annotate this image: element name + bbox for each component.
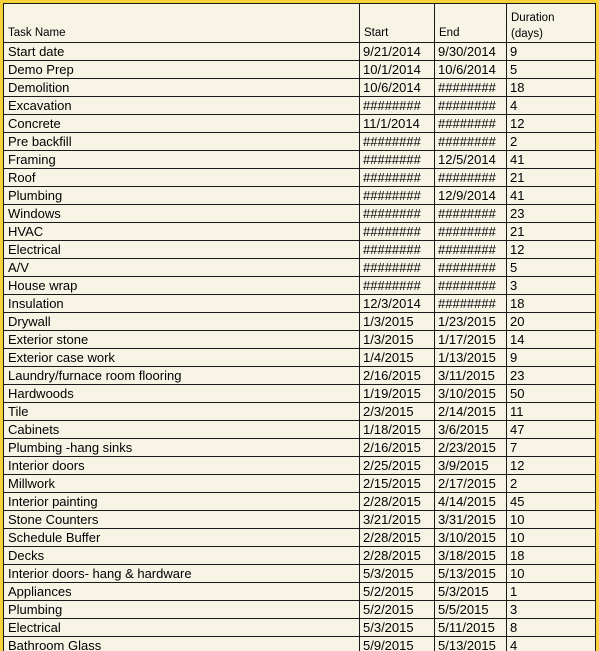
duration-cell[interactable]: 45 — [507, 493, 596, 511]
end-date-cell[interactable]: ######## — [435, 169, 507, 187]
task-name-cell[interactable]: Schedule Buffer — [4, 529, 360, 547]
duration-cell[interactable]: 10 — [507, 565, 596, 583]
table-row — [4, 439, 596, 457]
end-date-cell[interactable]: 3/6/2015 — [435, 421, 507, 439]
end-date-cell[interactable]: 2/14/2015 — [435, 403, 507, 421]
end-date-cell[interactable]: 9/30/2014 — [435, 43, 507, 61]
start-date-cell[interactable]: 1/18/2015 — [360, 421, 435, 439]
duration-cell[interactable]: 5 — [507, 61, 596, 79]
task-name-cell[interactable]: Start date — [4, 43, 360, 61]
task-name-cell[interactable]: Insulation — [4, 295, 360, 313]
start-date-cell[interactable]: ######## — [360, 97, 435, 115]
start-date-cell[interactable]: 5/3/2015 — [360, 619, 435, 637]
end-date-cell[interactable]: 5/13/2015 — [435, 565, 507, 583]
start-date-cell[interactable]: ######## — [360, 241, 435, 259]
task-name-cell[interactable]: Demo Prep — [4, 61, 360, 79]
table-row — [4, 457, 596, 475]
table-row — [4, 619, 596, 637]
table-row — [4, 223, 596, 241]
duration-cell[interactable]: 5 — [507, 259, 596, 277]
end-date-cell[interactable]: ######## — [435, 205, 507, 223]
start-date-cell[interactable]: 1/3/2015 — [360, 313, 435, 331]
duration-cell[interactable]: 50 — [507, 385, 596, 403]
task-name-cell[interactable]: Roof — [4, 169, 360, 187]
start-date-cell[interactable]: ######## — [360, 223, 435, 241]
end-date-cell[interactable]: 12/5/2014 — [435, 151, 507, 169]
start-date-cell[interactable]: 2/16/2015 — [360, 367, 435, 385]
end-date-cell[interactable]: 3/10/2015 — [435, 529, 507, 547]
end-date-cell[interactable]: ######## — [435, 241, 507, 259]
end-date-cell[interactable]: 12/9/2014 — [435, 187, 507, 205]
table-row — [4, 277, 596, 295]
end-date-cell[interactable]: ######## — [435, 115, 507, 133]
start-date-cell[interactable]: ######## — [360, 259, 435, 277]
duration-cell[interactable]: 21 — [507, 223, 596, 241]
table-row — [4, 259, 596, 277]
task-name-cell[interactable]: Pre backfill — [4, 133, 360, 151]
task-name-cell[interactable]: Windows — [4, 205, 360, 223]
duration-cell[interactable]: 41 — [507, 151, 596, 169]
table-row — [4, 403, 596, 421]
end-date-cell[interactable]: 5/5/2015 — [435, 601, 507, 619]
duration-cell[interactable]: 9 — [507, 43, 596, 61]
table-row — [4, 547, 596, 565]
table-row — [4, 151, 596, 169]
table-row — [4, 97, 596, 115]
task-name-cell[interactable]: Electrical — [4, 619, 360, 637]
start-date-cell[interactable]: 1/19/2015 — [360, 385, 435, 403]
duration-cell[interactable]: 2 — [507, 475, 596, 493]
start-date-cell[interactable]: 5/9/2015 — [360, 637, 435, 651]
start-date-cell[interactable]: 5/2/2015 — [360, 583, 435, 601]
start-date-cell[interactable]: 5/2/2015 — [360, 601, 435, 619]
task-name-cell[interactable]: Drywall — [4, 313, 360, 331]
task-name-cell[interactable]: Decks — [4, 547, 360, 565]
duration-cell[interactable]: 18 — [507, 79, 596, 97]
task-schedule-table — [3, 3, 596, 651]
start-date-cell[interactable]: 12/3/2014 — [360, 295, 435, 313]
duration-cell[interactable]: 12 — [507, 457, 596, 475]
end-date-cell[interactable]: 4/14/2015 — [435, 493, 507, 511]
end-date-cell[interactable]: 1/17/2015 — [435, 331, 507, 349]
start-date-cell[interactable]: 10/6/2014 — [360, 79, 435, 97]
table-row — [4, 493, 596, 511]
table-header — [4, 4, 596, 43]
duration-cell[interactable]: 21 — [507, 169, 596, 187]
end-date-cell[interactable]: 1/23/2015 — [435, 313, 507, 331]
column-header-start[interactable]: Start — [360, 4, 435, 43]
start-date-cell[interactable]: 2/28/2015 — [360, 547, 435, 565]
end-date-cell[interactable]: 3/18/2015 — [435, 547, 507, 565]
end-date-cell[interactable]: ######## — [435, 277, 507, 295]
task-name-cell[interactable]: Laundry/furnace room flooring — [4, 367, 360, 385]
task-name-cell[interactable]: Concrete — [4, 115, 360, 133]
task-name-cell[interactable]: Plumbing — [4, 187, 360, 205]
column-header-task-name[interactable]: Task Name — [4, 4, 360, 43]
table-row — [4, 349, 596, 367]
start-date-cell[interactable]: 2/15/2015 — [360, 475, 435, 493]
start-date-cell[interactable]: 2/3/2015 — [360, 403, 435, 421]
table-row — [4, 169, 596, 187]
table-row — [4, 79, 596, 97]
duration-cell[interactable]: 20 — [507, 313, 596, 331]
end-date-cell[interactable]: 5/13/2015 — [435, 637, 507, 651]
table-row — [4, 385, 596, 403]
task-name-cell[interactable]: Appliances — [4, 583, 360, 601]
end-date-cell[interactable]: 3/9/2015 — [435, 457, 507, 475]
end-date-cell[interactable]: ######## — [435, 133, 507, 151]
table-row — [4, 421, 596, 439]
table-row — [4, 313, 596, 331]
start-date-cell[interactable]: 2/28/2015 — [360, 529, 435, 547]
task-name-cell[interactable]: Millwork — [4, 475, 360, 493]
end-date-cell[interactable]: ######## — [435, 79, 507, 97]
table-row — [4, 511, 596, 529]
table-row — [4, 529, 596, 547]
task-name-cell[interactable]: Interior doors — [4, 457, 360, 475]
end-date-cell[interactable]: 3/31/2015 — [435, 511, 507, 529]
start-date-cell[interactable]: ######## — [360, 187, 435, 205]
task-name-cell[interactable]: Stone Counters — [4, 511, 360, 529]
duration-cell[interactable]: 8 — [507, 619, 596, 637]
table-row — [4, 295, 596, 313]
duration-cell[interactable]: 7 — [507, 439, 596, 457]
start-date-cell[interactable]: 11/1/2014 — [360, 115, 435, 133]
duration-cell[interactable]: 3 — [507, 277, 596, 295]
duration-cell[interactable]: 23 — [507, 367, 596, 385]
column-header-end[interactable]: End — [435, 4, 507, 43]
header-row — [4, 4, 596, 43]
start-date-cell[interactable]: ######## — [360, 205, 435, 223]
duration-cell[interactable]: 11 — [507, 403, 596, 421]
task-name-cell[interactable]: Bathroom Glass — [4, 637, 360, 651]
duration-cell[interactable]: 4 — [507, 97, 596, 115]
start-date-cell[interactable]: 10/1/2014 — [360, 61, 435, 79]
end-date-cell[interactable]: 3/10/2015 — [435, 385, 507, 403]
start-date-cell[interactable]: 1/4/2015 — [360, 349, 435, 367]
duration-cell[interactable]: 47 — [507, 421, 596, 439]
start-date-cell[interactable]: 2/28/2015 — [360, 493, 435, 511]
task-name-cell[interactable]: Framing — [4, 151, 360, 169]
start-date-cell[interactable]: ######## — [360, 151, 435, 169]
duration-cell[interactable]: 2 — [507, 133, 596, 151]
duration-header-line2: (days) — [511, 28, 543, 40]
start-date-cell[interactable]: ######## — [360, 277, 435, 295]
table-row — [4, 331, 596, 349]
table-row — [4, 601, 596, 619]
start-date-cell[interactable]: 2/16/2015 — [360, 439, 435, 457]
table-row — [4, 565, 596, 583]
table-row — [4, 205, 596, 223]
task-name-cell[interactable]: HVAC — [4, 223, 360, 241]
table-row — [4, 133, 596, 151]
duration-cell[interactable]: 1 — [507, 583, 596, 601]
start-date-cell[interactable]: 3/21/2015 — [360, 511, 435, 529]
duration-cell[interactable]: 23 — [507, 205, 596, 223]
task-name-cell[interactable]: Exterior stone — [4, 331, 360, 349]
task-name-cell[interactable]: Demolition — [4, 79, 360, 97]
table-row — [4, 583, 596, 601]
duration-cell[interactable]: 12 — [507, 115, 596, 133]
table-row — [4, 115, 596, 133]
duration-cell[interactable]: 18 — [507, 547, 596, 565]
task-name-cell[interactable]: Electrical — [4, 241, 360, 259]
start-date-cell[interactable]: 2/25/2015 — [360, 457, 435, 475]
end-date-cell[interactable]: ######## — [435, 295, 507, 313]
start-date-cell[interactable]: ######## — [360, 133, 435, 151]
end-date-cell[interactable]: 10/6/2014 — [435, 61, 507, 79]
task-name-cell[interactable]: House wrap — [4, 277, 360, 295]
end-date-cell[interactable]: 2/17/2015 — [435, 475, 507, 493]
task-name-cell[interactable]: Exterior case work — [4, 349, 360, 367]
duration-cell[interactable]: 18 — [507, 295, 596, 313]
end-date-cell[interactable]: ######## — [435, 259, 507, 277]
start-date-cell[interactable]: 9/21/2014 — [360, 43, 435, 61]
task-name-cell[interactable]: Interior doors- hang & hardware — [4, 565, 360, 583]
duration-cell[interactable]: 10 — [507, 529, 596, 547]
duration-header-line1: Duration — [511, 12, 555, 24]
table-row — [4, 241, 596, 259]
task-name-cell[interactable]: Hardwoods — [4, 385, 360, 403]
task-name-cell[interactable]: Plumbing — [4, 601, 360, 619]
table-row — [4, 43, 596, 61]
end-date-cell[interactable]: 3/11/2015 — [435, 367, 507, 385]
task-name-cell[interactable]: Tile — [4, 403, 360, 421]
end-date-cell[interactable]: ######## — [435, 97, 507, 115]
end-date-cell[interactable]: 5/11/2015 — [435, 619, 507, 637]
start-date-cell[interactable]: ######## — [360, 169, 435, 187]
start-date-cell[interactable]: 1/3/2015 — [360, 331, 435, 349]
table-row — [4, 475, 596, 493]
duration-cell[interactable]: 9 — [507, 349, 596, 367]
table-row — [4, 637, 596, 651]
table-row — [4, 187, 596, 205]
duration-cell[interactable]: 10 — [507, 511, 596, 529]
table-row — [4, 61, 596, 79]
duration-cell[interactable]: 3 — [507, 601, 596, 619]
end-date-cell[interactable]: 1/13/2015 — [435, 349, 507, 367]
duration-cell[interactable]: 4 — [507, 637, 596, 651]
task-name-cell[interactable]: A/V — [4, 259, 360, 277]
task-name-cell[interactable]: Cabinets — [4, 421, 360, 439]
duration-cell[interactable]: 14 — [507, 331, 596, 349]
table-body — [4, 43, 596, 651]
start-date-cell[interactable]: 5/3/2015 — [360, 565, 435, 583]
column-header-duration[interactable] — [507, 4, 596, 43]
end-date-cell[interactable]: 2/23/2015 — [435, 439, 507, 457]
task-name-cell[interactable]: Plumbing -hang sinks — [4, 439, 360, 457]
end-date-cell[interactable]: 5/3/2015 — [435, 583, 507, 601]
end-date-cell[interactable]: ######## — [435, 223, 507, 241]
duration-cell[interactable]: 41 — [507, 187, 596, 205]
duration-cell[interactable]: 12 — [507, 241, 596, 259]
task-name-cell[interactable]: Interior painting — [4, 493, 360, 511]
table-row — [4, 367, 596, 385]
task-name-cell[interactable]: Excavation — [4, 97, 360, 115]
